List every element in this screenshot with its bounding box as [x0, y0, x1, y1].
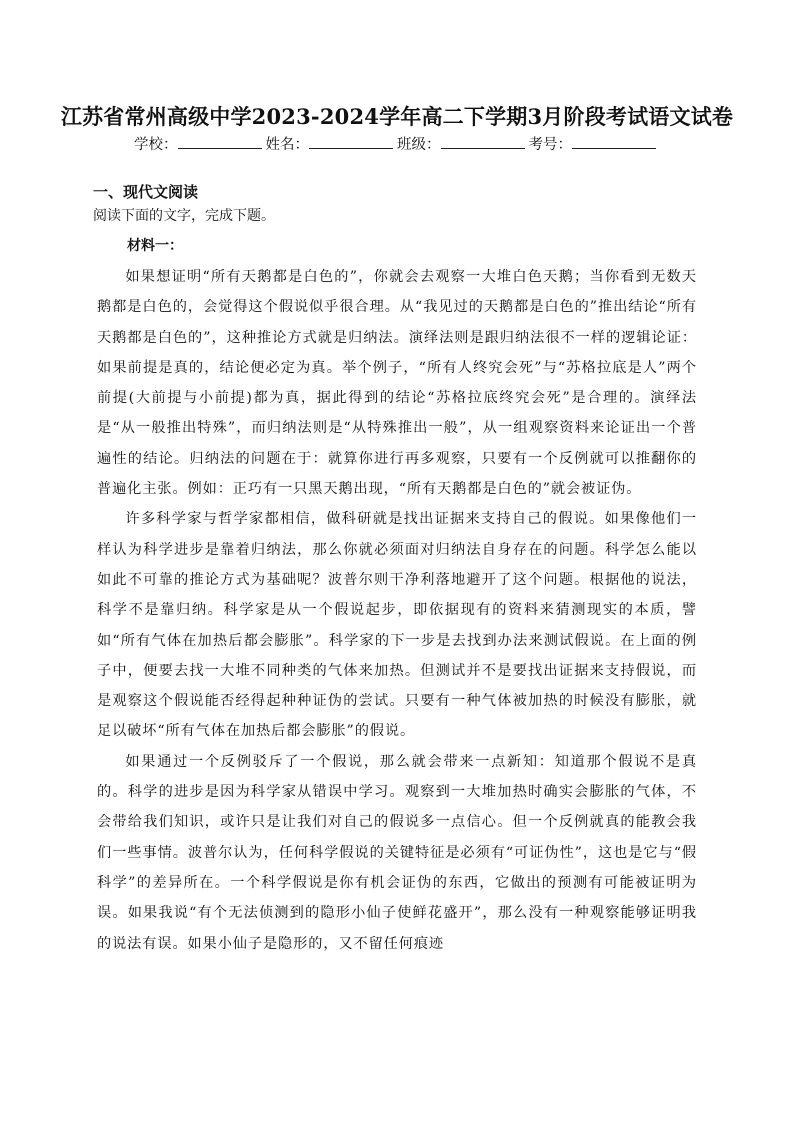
reading-passage: [97, 262, 697, 959]
name-blank[interactable]: [309, 136, 393, 149]
student-info-line: [0, 133, 794, 154]
school-blank[interactable]: [178, 136, 262, 149]
school-label: 学校：: [134, 137, 178, 153]
class-label: 班级：: [397, 137, 441, 153]
name-field: [266, 133, 398, 154]
name-label: 姓名：: [265, 137, 309, 153]
paragraph: 许多科学家与哲学家都相信，做科研就是找出证据来支持自己的假说。如果像他们一样认为科学进步是靠着归纳法，那么你就必须面对归纳法自身存在的问题。科学怎么能以如此不可靠的推论方式为基础呢？波普尔则干净利落地避开了这个问题。根据他的说法，科学不是靠归纳。科学家是从一个假说起步，即依据现有的资料来猜测现实的本质，譬如“所有气体在加热后都会膨胀”。科学家的下一步是去找到办法来测试假说。在上面的例子中，便要去找一大堆不同种类的气体来加热。但测试并不是要找出证据来支持假说，而是观察这个假说能否经得起种种证伪的尝试。只要有一种气体被加热的时候没有膨胀，就足以破坏“所有气体在加热后都会膨胀”的假说。: [97, 511, 697, 740]
section-heading: 一、现代文阅读: [93, 183, 199, 201]
class-blank[interactable]: [441, 136, 525, 149]
paragraph: 如果通过一个反例驳斥了一个假说，那么就会带来一点新知：知道那个假说不是真的。科学的进步是因为科学家从错误中学习。观察到一大堆加热时确实会膨胀的气体，不会带给我们知识，或许只是让我们对自己的假说多一点信心。但一个反例就真的能教会我们一些事情。波普尔认为，任何科学假说的关键特征是必须有“可证伪性”，这也是它与“假科学”的差异所在。一个科学假说是你有机会证伪的东西，它做出的预测有可能被证明为误。如果我说“有个无法侦测到的隐形小仙子使鲜花盛开”，那么没有一种观察能够证明我的说法有误。如果小仙子是隐形的，又不留任何痕迹: [97, 753, 697, 952]
paragraph: 如果想证明“所有天鹅都是白色的”，你就会去观察一大堆白色天鹅；当你看到无数天鹅都是白色的，会觉得这个假说似乎很合理。从“我见过的天鹅都是白色的”推出结论“所有天鹅都是白色的”，这种推论方式就是归纳法。演绎法则是跟归纳法很不一样的逻辑论证：如果前提是真的，结论便必定为真。举个例子，“所有人终究会死”与“苏格拉底是人”两个前提(大前提与小前提)都为真，据此得到的结论“苏格拉底终究会死”是合理的。演绎法是“从一般推出特殊”，而归纳法则是“从特殊推出一般”，从一组观察资料来论证出一个普遍性的结论。归纳法的问题在于：就算你进行再多观察，只要有一个反例就可以推翻你的普遍化主张。例如：正巧有一只黑天鹅出现，“所有天鹅都是白色的”就会被证伪。: [97, 269, 697, 498]
class-field: [397, 133, 529, 154]
section-instruction: 阅读下面的文字，完成下题。: [93, 208, 275, 224]
exam-no-field: [529, 133, 661, 154]
exam-no-label: 考号：: [528, 137, 572, 153]
school-field: [134, 133, 266, 154]
material-label: 材料一：: [127, 238, 183, 254]
document-title: 江苏省常州高级中学2023-2024学年高二下学期3月阶段考试语文试卷: [60, 104, 734, 129]
exam-no-blank[interactable]: [572, 136, 656, 149]
